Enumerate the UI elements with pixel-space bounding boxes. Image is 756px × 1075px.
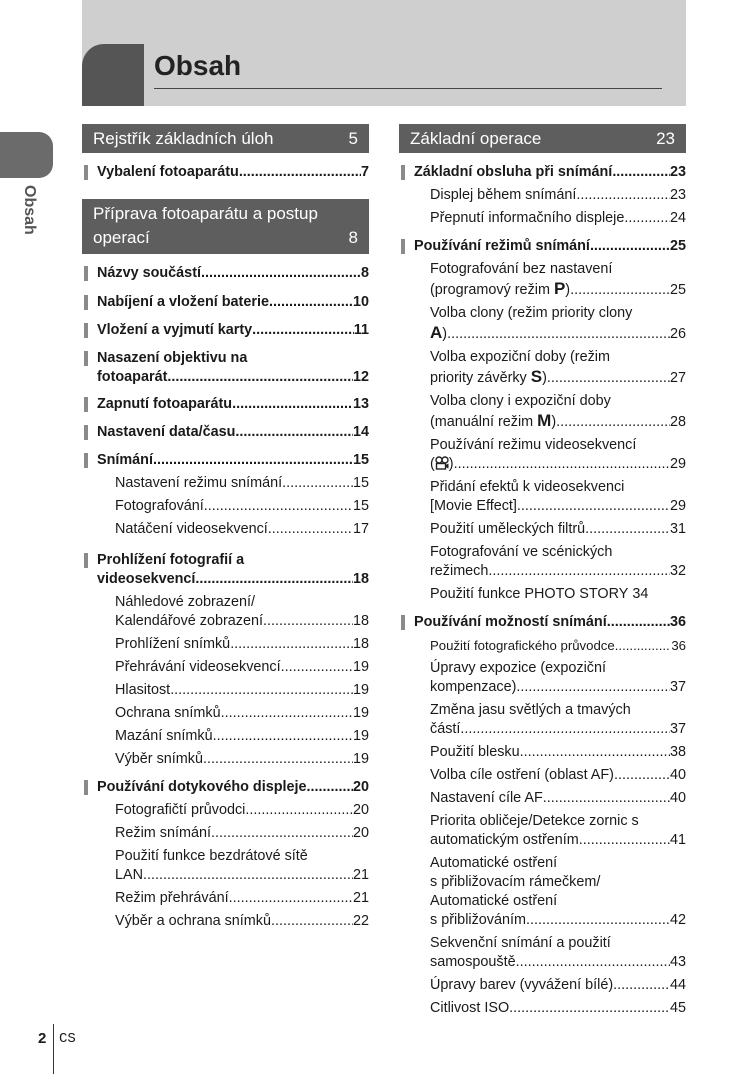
section-header[interactable]: Příprava fotoaparátu a postup operací 8 — [82, 199, 369, 254]
movie-mode-icon — [435, 456, 449, 470]
side-tab-label: Obsah — [21, 185, 38, 235]
toc-subentry[interactable]: Nastavení režimu snímání ..... 15 — [82, 474, 369, 493]
toc-subentry[interactable]: Automatické ostření s přibližovacím rámečkem/ Automatické ostření s přibližováním ..... 42 — [399, 854, 686, 930]
toc-entry[interactable]: Zapnutí fotoaparátu ..... 13 — [82, 395, 369, 414]
header-tab — [82, 44, 144, 106]
toc-entry[interactable]: Základní obsluha při snímání ..... 23 — [399, 163, 686, 182]
toc-subentry[interactable]: Výběr a ochrana snímků ..... 22 — [82, 912, 369, 931]
toc-subentry[interactable]: Použití funkce bezdrátové sítě LAN ..... 21 — [82, 847, 369, 885]
toc-subentry[interactable]: Fotografování bez nastavení (programový režim P) ..... 25 — [399, 260, 686, 300]
toc-subentry[interactable]: Fotografování ve scénických režimech ..... 32 — [399, 543, 686, 581]
footer-rule — [53, 1024, 54, 1074]
toc-subentry[interactable]: Úpravy barev (vyvážení bílé) ..... 44 — [399, 976, 686, 995]
toc-subentry[interactable]: Režim přehrávání ..... 21 — [82, 889, 369, 908]
toc-subentry[interactable]: Displej během snímání ..... 23 — [399, 186, 686, 205]
toc-entry[interactable]: Prohlížení fotografií a videosekvencí ..... 18 — [82, 551, 369, 589]
toc-subentry[interactable]: Fotografičtí průvodci ..... 20 — [82, 801, 369, 820]
toc-subentry[interactable]: Přehrávání videosekvencí ..... 19 — [82, 658, 369, 677]
header-rule — [154, 88, 662, 89]
toc-subentry[interactable]: Natáčení videosekvencí ..... 17 — [82, 520, 369, 539]
toc-right-column — [399, 124, 686, 1018]
toc-entry[interactable]: Používání možností snímání ..... 36 — [399, 613, 686, 632]
toc-subentry[interactable]: Výběr snímků ..... 19 — [82, 750, 369, 769]
toc-subentry[interactable]: Volba clony (režim priority clony A) ..... 26 — [399, 304, 686, 344]
toc-entry[interactable]: Používání režimů snímání ..... 25 — [399, 237, 686, 256]
toc-subentry[interactable]: Volba expoziční doby (režim priority závěrky S) ..... 27 — [399, 348, 686, 388]
toc-subentry[interactable]: Sekvenční snímání a použití samospouště ..... 43 — [399, 934, 686, 972]
toc-entry[interactable]: Snímání ..... 15 — [82, 451, 369, 470]
toc-entry[interactable]: Vybalení fotoaparátu ..... 7 — [82, 163, 369, 182]
toc-entry[interactable]: Nabíjení a vložení baterie ..... 10 — [82, 293, 369, 312]
toc-entry[interactable]: Vložení a vyjmutí karty ..... 11 — [82, 321, 369, 340]
toc-subentry[interactable]: Režim snímání ..... 20 — [82, 824, 369, 843]
toc-subentry[interactable]: Citlivost ISO ..... 45 — [399, 999, 686, 1018]
toc-subentry[interactable]: Použití uměleckých filtrů ..... 31 — [399, 520, 686, 539]
mode-a-glyph: A — [430, 323, 443, 342]
side-tab — [0, 132, 53, 178]
toc-subentry[interactable]: Používání režimu videosekvencí ( ) ..... 29 — [399, 436, 686, 474]
toc-subentry[interactable]: Mazání snímků ..... 19 — [82, 727, 369, 746]
section-header[interactable]: Základní operace 23 — [399, 124, 686, 153]
toc-entry[interactable]: Nastavení data/času ..... 14 — [82, 423, 369, 442]
toc-subentry[interactable]: Nastavení cíle AF ..... 40 — [399, 789, 686, 808]
page-title: Obsah — [154, 50, 242, 81]
toc-subentry[interactable]: Priorita obličeje/Detekce zornic s automatickým ostřením ..... 41 — [399, 812, 686, 850]
toc-subentry[interactable]: Prohlížení snímků ..... 18 — [82, 635, 369, 654]
toc-subentry[interactable]: Změna jasu světlých a tmavých částí ..... 37 — [399, 701, 686, 739]
toc-subentry[interactable]: Použití blesku ..... 38 — [399, 743, 686, 762]
toc-subentry[interactable]: Hlasitost ..... 19 — [82, 681, 369, 700]
toc-subentry[interactable]: Přepnutí informačního displeje ..... 24 — [399, 209, 686, 228]
mode-s-glyph: S — [530, 367, 543, 386]
toc-subentry[interactable]: Ochrana snímků ..... 19 — [82, 704, 369, 723]
language-code: CS — [59, 1031, 76, 1047]
toc-subentry[interactable]: Použití fotografického průvodce ..... 36 — [399, 636, 686, 655]
toc-subentry[interactable]: Náhledové zobrazení/ Kalendářové zobrazení ..... 18 — [82, 593, 369, 631]
toc-subentry[interactable]: Volba clony i expoziční doby (manuální režim M) ..... 28 — [399, 392, 686, 432]
toc-entry[interactable]: Názvy součástí ..... 8 — [82, 264, 369, 283]
toc-subentry[interactable]: Fotografování ..... 15 — [82, 497, 369, 516]
toc-entry[interactable]: Nasazení objektivu na fotoaparát ..... 12 — [82, 349, 369, 387]
toc-subentry[interactable]: Úpravy expozice (expoziční kompenzace) ..... 37 — [399, 659, 686, 697]
toc-subentry[interactable]: Volba cíle ostření (oblast AF) ..... 40 — [399, 766, 686, 785]
toc-subentry[interactable]: Přidání efektů k videosekvenci [Movie Effect] ..... 29 — [399, 478, 686, 516]
mode-p-glyph: P — [553, 279, 566, 298]
toc-left-column — [82, 124, 369, 931]
toc-entry[interactable]: Používání dotykového displeje ..... 20 — [82, 778, 369, 797]
mode-m-glyph: M — [537, 411, 552, 430]
section-header[interactable]: Rejstřík základních úloh 5 — [82, 124, 369, 153]
page-number: 2 — [38, 1030, 47, 1047]
toc-subentry[interactable]: Použití funkce PHOTO STORY 34 — [430, 586, 649, 602]
